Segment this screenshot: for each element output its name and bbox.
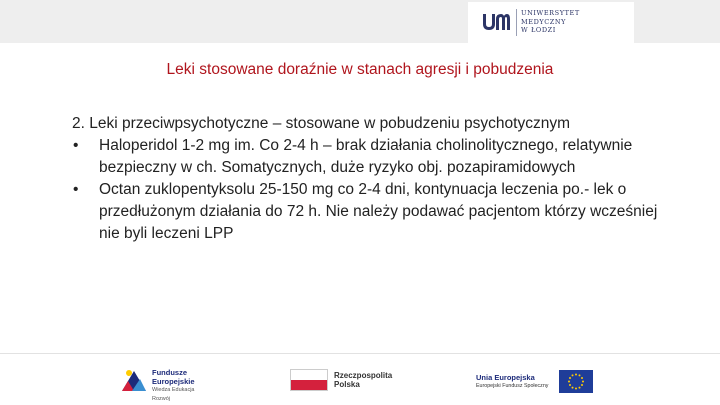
fundusze-europejskie-logo [120, 365, 212, 402]
ue-line1: Unia Europejska [476, 373, 535, 382]
bullet-item-1 [72, 135, 672, 179]
slide-content [72, 113, 672, 245]
bullet-text-1: Haloperidol 1-2 mg im. Co 2-4 h – brak działania cholinolitycznego, relatywnie bezpieczny w ch. Somatycznych, duże ryzyko obj. pozapiramidowych [99, 137, 633, 176]
bullet-item-2 [72, 179, 672, 245]
eu-flag-icon [559, 370, 593, 393]
polish-flag-icon [290, 369, 328, 391]
footer-separator [0, 353, 720, 354]
university-logo-mark-icon [482, 11, 510, 33]
intro-paragraph: 2. Leki przeciwpsychotyczne – stosowane w pobudzeniu psychotycznym [72, 115, 570, 132]
bullet-text-2: Octan zuklopentyksolu 25-150 mg co 2-4 dni, kontynuacja leczenia po.- lek o przedłużonym działania do 72 h. Nie należy podawać pacjentom którzy wcześniej nie byli leczeni LPP [99, 181, 658, 242]
bullet-dot: • [73, 181, 79, 198]
ue-subtitle: Europejski Fundusz Społeczny [476, 383, 549, 389]
logo-separator [516, 9, 517, 36]
fundusze-europejskie-mark-icon [120, 365, 148, 393]
university-logo [468, 2, 634, 43]
university-name [521, 9, 580, 35]
rzeczpospolita-polska-logo [290, 367, 400, 397]
rp-line1: Rzeczpospolita [334, 371, 393, 380]
bullet-dot: • [73, 137, 79, 154]
fe-subtitle: Wiedza Edukacja Rozwój [152, 387, 195, 402]
footer-logos [0, 355, 720, 405]
slide-title: Leki stosowane doraźnie w stanach agresji i pobudzenia [166, 61, 554, 78]
university-name-line1: UNIWERSYTET [521, 9, 580, 17]
rzeczpospolita-text [334, 371, 392, 389]
fundusze-europejskie-text [152, 369, 212, 403]
unia-europejska-logo [476, 367, 606, 397]
rp-line2: Polska [334, 380, 360, 389]
fe-line1: Fundusze [152, 368, 187, 377]
unia-europejska-text [476, 373, 548, 391]
fe-line2: Europejskie [152, 376, 195, 386]
university-name-line2: MEDYCZNY [521, 17, 567, 26]
university-name-line3: W ŁODZI [521, 26, 556, 34]
